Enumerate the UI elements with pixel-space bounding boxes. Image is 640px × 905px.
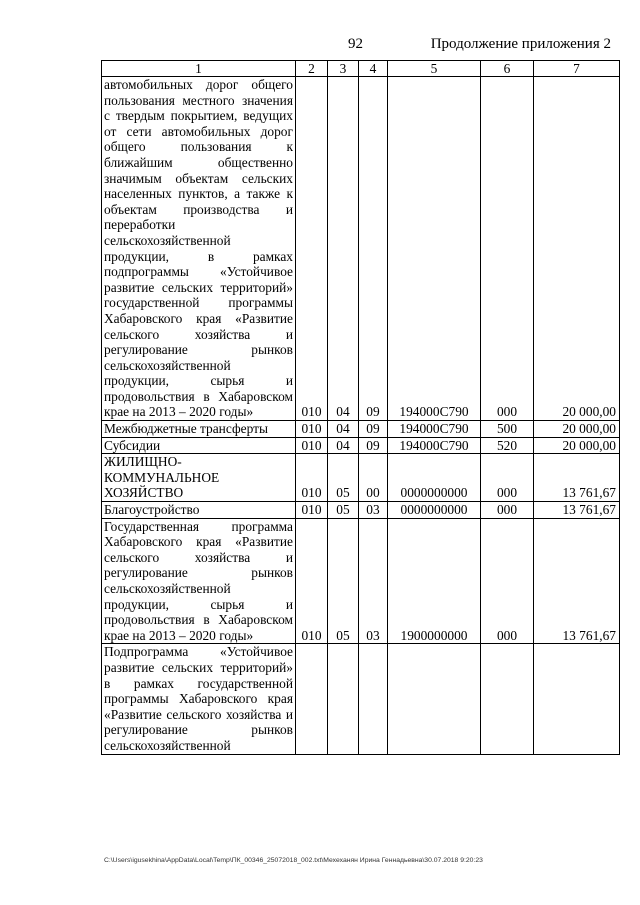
column-header: 6 [481, 61, 534, 77]
row-name: Государственная программа Хабаровского края «Развитие сельского хозяйства и регулирование рынков сельскохозяйственной продукции, сырья и продовольствия в Хабаровском крае на 2013 – 2020 годы» [102, 518, 296, 644]
cell-code-4: 09 [359, 437, 388, 454]
cell-code-6: 000 [481, 502, 534, 519]
table-row [102, 518, 620, 644]
cell-code-2: 010 [296, 77, 328, 421]
row-name: Благоустройство [102, 502, 296, 519]
continuation-label: Продолжение приложения 2 [430, 36, 611, 52]
cell-code-6: 000 [481, 518, 534, 644]
cell-code-5: 194000С790 [388, 77, 481, 421]
cell-code-5 [388, 644, 481, 754]
cell-code-4 [359, 644, 388, 754]
cell-amount: 20 000,00 [534, 77, 620, 421]
cell-code-6: 000 [481, 77, 534, 421]
column-header: 1 [102, 61, 296, 77]
column-header: 7 [534, 61, 620, 77]
page-number: 92 [348, 36, 363, 52]
cell-code-2: 010 [296, 518, 328, 644]
cell-code-5: 194000С790 [388, 421, 481, 438]
cell-code-3: 04 [328, 421, 359, 438]
cell-amount [534, 644, 620, 754]
column-header: 3 [328, 61, 359, 77]
cell-code-5: 0000000000 [388, 454, 481, 502]
cell-code-4: 09 [359, 77, 388, 421]
cell-code-6: 000 [481, 454, 534, 502]
column-header: 2 [296, 61, 328, 77]
cell-code-3: 05 [328, 454, 359, 502]
cell-code-6 [481, 644, 534, 754]
cell-amount: 20 000,00 [534, 421, 620, 438]
cell-code-2 [296, 644, 328, 754]
table-row [102, 421, 620, 438]
cell-code-4: 09 [359, 421, 388, 438]
table-header-row [102, 61, 620, 77]
cell-code-2: 010 [296, 502, 328, 519]
cell-code-3: 05 [328, 518, 359, 644]
cell-code-5: 194000С790 [388, 437, 481, 454]
cell-code-4: 03 [359, 502, 388, 519]
table-row [102, 77, 620, 421]
cell-code-6: 520 [481, 437, 534, 454]
cell-code-2: 010 [296, 437, 328, 454]
budget-table [101, 60, 620, 755]
cell-code-3: 05 [328, 502, 359, 519]
table-row [102, 454, 620, 502]
cell-code-4: 00 [359, 454, 388, 502]
table-row [102, 437, 620, 454]
cell-code-6: 500 [481, 421, 534, 438]
row-name: Субсидии [102, 437, 296, 454]
cell-code-4: 03 [359, 518, 388, 644]
cell-code-3: 04 [328, 77, 359, 421]
column-header: 4 [359, 61, 388, 77]
row-name: Подпрограмма «Устойчивое развитие сельских территорий» в рамках государственной программы Хабаровского края «Развитие сельского хозяйства и регулирование рынков сельскохозяйственной [102, 644, 296, 754]
cell-amount: 13 761,67 [534, 502, 620, 519]
cell-code-5: 1900000000 [388, 518, 481, 644]
table-row [102, 644, 620, 754]
row-name: ЖИЛИЩНО-КОММУНАЛЬНОЕ ХОЗЯЙСТВО [102, 454, 296, 502]
row-name: автомобильных дорог общего пользования местного значения с твердым покрытием, ведущих от сети автомобильных дорог общего пользования к ближайшим общественно значимым объектам сельских населенных пунктов, а также к объектам производства и переработки сельскохозяйственной продукции, в рамках подпрограммы «Устойчивое развитие сельских территорий» государственной программы Хабаровского края «Развитие сельского хозяйства и регулирование рынков сельскохозяйственной продукции, сырья и продовольствия в Хабаровском крае на 2013 – 2020 годы» [102, 77, 296, 421]
cell-code-2: 010 [296, 454, 328, 502]
cell-code-2: 010 [296, 421, 328, 438]
table-row [102, 502, 620, 519]
footer-file-path: C:\Users\igusekhina\AppData\Local\Temp\ПК_00346_25072018_002.txt\Мехеханян Ирина Геннадьевна\30.07.2018 9:20:23 [104, 857, 483, 864]
cell-amount: 13 761,67 [534, 454, 620, 502]
cell-amount: 13 761,67 [534, 518, 620, 644]
cell-amount: 20 000,00 [534, 437, 620, 454]
column-header: 5 [388, 61, 481, 77]
row-name: Межбюджетные трансферты [102, 421, 296, 438]
cell-code-5: 0000000000 [388, 502, 481, 519]
cell-code-3: 04 [328, 437, 359, 454]
cell-code-3 [328, 644, 359, 754]
